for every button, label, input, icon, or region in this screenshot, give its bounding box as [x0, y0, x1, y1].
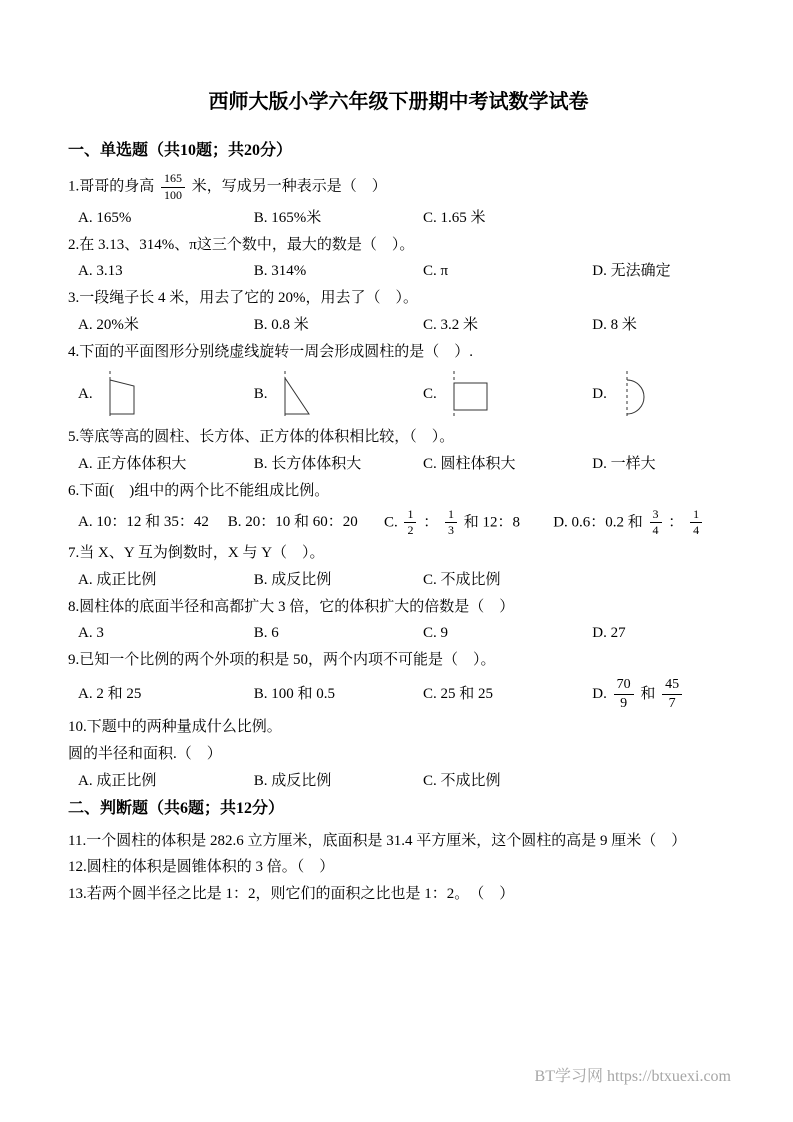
option-b: B. 6 [253, 625, 279, 642]
fraction [404, 508, 416, 539]
option-c: C. 9 [423, 625, 449, 642]
question-13-text: 13.若两个圆半径之比是 1：2，则它们的面积之比也是 1：2。 （ ） [68, 886, 515, 902]
figure-option-a [78, 368, 254, 422]
fraction-numerator: 45 [662, 677, 682, 695]
option-d [592, 677, 729, 712]
option-c-pre: C. [383, 514, 398, 531]
question-10-subtext: 圆的半径和面积.（ ） [68, 745, 222, 762]
option-d: D. 8 米 [592, 316, 637, 333]
question-9-text: 9.已知一个比例的两个外项的积是 50，两个内项不可能是（ ）。 [68, 652, 496, 669]
option-c [384, 508, 553, 539]
question-3-text: 3.一段绳子长 4 米，用去了它的 20%，用去了（ ）。 [68, 290, 418, 307]
option-d-label: D. [592, 386, 607, 403]
option-c: C. 圆柱体积大 [423, 456, 516, 473]
option-d: D. 27 [592, 625, 626, 642]
option-b: B. 20：10 和 60：20 [227, 513, 358, 530]
fraction-numerator: 1 [445, 508, 457, 524]
question-1-options [68, 208, 729, 230]
option-d [553, 508, 729, 539]
ratio-colon: ： [668, 514, 684, 531]
question-9-options [68, 677, 729, 712]
fraction-denominator: 9 [620, 695, 628, 711]
question-8-text: 8.圆柱体的底面半径和高都扩大 3 倍，它的体积扩大的倍数是（ ） [68, 598, 515, 615]
question-7-options [68, 570, 729, 592]
fraction [662, 677, 682, 712]
option-a: A. 成正比例 [78, 772, 157, 789]
option-c: C. π [423, 263, 449, 280]
option-b-label: B. [253, 386, 268, 403]
question-6-options [68, 508, 729, 539]
option-c: C. 不成比例 [423, 571, 501, 588]
option-a: A. 20%米 [78, 316, 139, 333]
option-a-label: A. [78, 386, 93, 403]
figure-option-b [254, 368, 423, 422]
fraction-numerator: 1 [690, 508, 702, 524]
question-10-text: 10.下题中的两种量成什么比例。 [68, 719, 282, 736]
question-7-text: 7.当 X、Y 互为倒数时，X 与 Y（ ）。 [68, 545, 325, 562]
fraction-numerator: 3 [650, 508, 662, 524]
option-a: A. 正方体体积大 [78, 456, 187, 473]
question-3-options [68, 315, 729, 337]
question-8-options [68, 623, 729, 645]
option-a: A. 3.13 [78, 263, 123, 280]
question-1-text-post: 米，写成另一种表示是（ ） [191, 178, 387, 195]
fraction [614, 677, 634, 712]
question-4-figures [68, 368, 729, 422]
option-b: B. 100 和 0.5 [253, 685, 336, 702]
option-c-post: 和 12：8 [463, 514, 520, 531]
question-2-options [68, 261, 729, 283]
option-d: D. 一样大 [592, 456, 656, 473]
figure-option-d [592, 368, 729, 422]
fraction [650, 508, 662, 539]
option-b: B. 成反比例 [253, 772, 332, 789]
option-a: A. 3 [78, 625, 104, 642]
option-b: B. 成反比例 [253, 571, 332, 588]
option-a: A. 165% [78, 209, 132, 226]
option-d-pre: D. 0.6：0.2 和 [553, 514, 643, 531]
option-a: A. 10：12 和 35：42 [78, 513, 209, 530]
fraction-denominator: 3 [447, 523, 454, 538]
option-b: B. 0.8 米 [253, 316, 309, 333]
question-5-options [68, 454, 729, 476]
option-a: A. 成正比例 [78, 571, 157, 588]
fraction [161, 172, 185, 203]
option-d-pre: D. [592, 685, 607, 702]
rectangle-figure [443, 368, 493, 422]
option-d-mid: 和 [640, 685, 656, 702]
fraction [445, 508, 457, 539]
figure-option-c [423, 368, 592, 422]
option-c: C. 不成比例 [423, 772, 501, 789]
fraction-denominator: 2 [407, 523, 414, 538]
question-6-text: 6.下面( )组中的两个比不能组成比例。 [68, 482, 330, 499]
fraction-denominator: 4 [693, 523, 700, 538]
trapezoid-figure [99, 368, 149, 422]
option-b: B. 314% [253, 263, 307, 280]
semicircle-figure [613, 368, 663, 422]
section-2-heading: 二、判断题（共6题；共12分） [68, 800, 285, 818]
question-4-text: 4.下面的平面图形分别绕虚线旋转一周会形成圆柱的是（ ）. [68, 343, 474, 360]
fraction-denominator: 100 [164, 187, 183, 202]
option-c: C. 1.65 米 [423, 209, 486, 226]
fraction-denominator: 7 [668, 695, 676, 711]
triangle-figure [274, 368, 324, 422]
question-5-text: 5.等底等高的圆柱、长方体、正方体的体积相比较，（ ）。 [68, 429, 455, 446]
watermark-footer: BT学习网 https://btxuexi.com [534, 1067, 731, 1085]
section-1-heading: 一、单选题（共10题；共20分） [68, 142, 293, 159]
option-c: C. 25 和 25 [423, 685, 494, 702]
option-b: B. 长方体体积大 [253, 456, 362, 473]
question-2-text: 2.在 3.13、314%、π这三个数中，最大的数是（ ）。 [68, 236, 415, 253]
page-title: 西师大版小学六年级下册期中考试数学试卷 [208, 91, 589, 113]
ratio-colon: ： [423, 514, 439, 531]
option-c-label: C. [423, 386, 437, 403]
fraction-numerator: 70 [614, 677, 634, 695]
question-11-text: 11.一个圆柱的体积是 282.6 立方厘米，底面积是 31.4 平方厘米，这个圆柱的高是 9 厘米（ ） [68, 832, 687, 849]
question-12-text: 12.圆柱的体积是圆锥体积的 3 倍。（ ） [68, 859, 335, 876]
option-b: B. 165%米 [253, 209, 322, 226]
question-1-text [68, 172, 729, 203]
fraction [690, 508, 702, 539]
option-c: C. 3.2 米 [423, 316, 479, 333]
option-d: D. 无法确定 [592, 263, 671, 280]
option-a: A. 2 和 25 [78, 685, 142, 702]
fraction-denominator: 4 [652, 523, 659, 538]
question-1-text-pre: 1.哥哥的身高 [68, 178, 155, 195]
question-10-options [68, 771, 729, 793]
fraction-numerator: 1 [404, 508, 416, 524]
fraction-numerator: 165 [161, 172, 185, 188]
